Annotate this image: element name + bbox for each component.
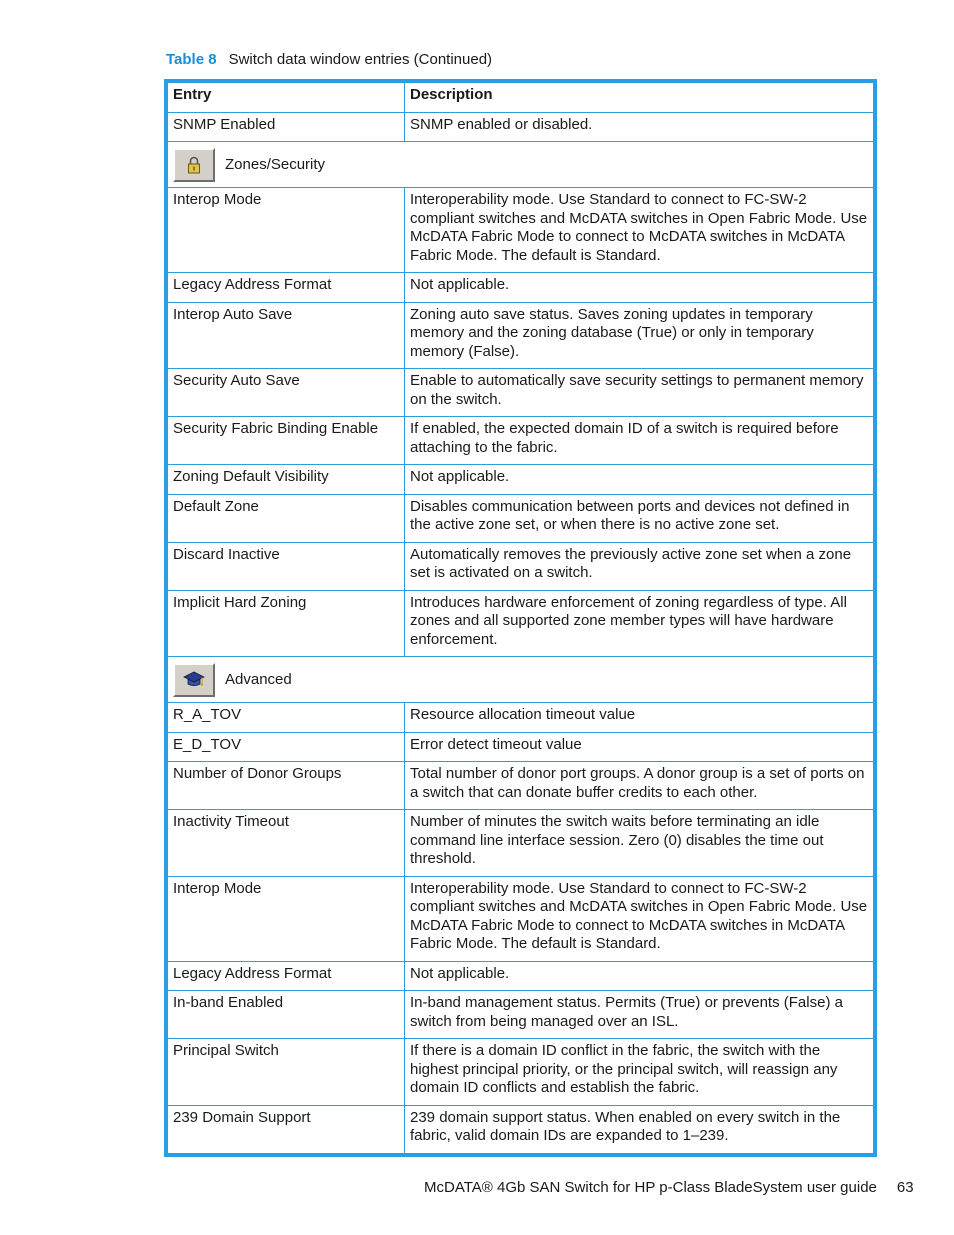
section-label: Advanced bbox=[225, 670, 292, 688]
entry-cell: Legacy Address Format bbox=[168, 961, 405, 991]
description-cell: Not applicable. bbox=[405, 465, 874, 495]
footer-title: McDATA® 4Gb SAN Switch for HP p-Class BladeSystem user guide bbox=[424, 1179, 877, 1196]
description-cell: Interoperability mode. Use Standard to connect to FC-SW-2 compliant switches and McDATA switches in Open Fabric Mode. Use McDATA Fabric Mode to connect to McDATA switches in McDATA Fabric Mode. The default is Standard. bbox=[405, 188, 874, 273]
description-cell: Number of minutes the switch waits before terminating an idle command line interface session. Zero (0) disables the time out threshold. bbox=[405, 810, 874, 877]
lock-icon bbox=[173, 148, 215, 182]
table-row bbox=[168, 112, 874, 142]
table-row bbox=[168, 732, 874, 762]
page-footer bbox=[424, 1179, 914, 1196]
section-label: Zones/Security bbox=[225, 155, 326, 173]
description-cell: Not applicable. bbox=[405, 273, 874, 303]
table-row bbox=[168, 465, 874, 495]
description-cell: Interoperability mode. Use Standard to connect to FC-SW-2 compliant switches and McDATA switches in Open Fabric Mode. Use McDATA Fabric Mode to connect to McDATA switches in McDATA Fabric Mode. The default is Standard. bbox=[405, 876, 874, 961]
description-cell: Introduces hardware enforcement of zoning regardless of type. All zones and all supported zone member types will have hardware enforcement. bbox=[405, 590, 874, 657]
table-row bbox=[168, 417, 874, 465]
table-row bbox=[168, 810, 874, 877]
entry-cell: E_D_TOV bbox=[168, 732, 405, 762]
entry-cell: Security Fabric Binding Enable bbox=[168, 417, 405, 465]
description-cell: Not applicable. bbox=[405, 961, 874, 991]
description-cell: Enable to automatically save security settings to permanent memory on the switch. bbox=[405, 369, 874, 417]
table-row bbox=[168, 1105, 874, 1153]
entry-cell: Security Auto Save bbox=[168, 369, 405, 417]
description-cell: Disables communication between ports and devices not defined in the active zone set, or when there is no active zone set. bbox=[405, 494, 874, 542]
switch-data-table bbox=[164, 79, 877, 1157]
table-row bbox=[168, 494, 874, 542]
entry-cell: Implicit Hard Zoning bbox=[168, 590, 405, 657]
description-cell: Error detect timeout value bbox=[405, 732, 874, 762]
table-row bbox=[168, 369, 874, 417]
section-row bbox=[168, 142, 874, 188]
description-cell: Resource allocation timeout value bbox=[405, 703, 874, 733]
entry-cell: R_A_TOV bbox=[168, 703, 405, 733]
table-row bbox=[168, 273, 874, 303]
table-body bbox=[168, 112, 874, 1153]
entry-cell: Principal Switch bbox=[168, 1039, 405, 1106]
description-cell: Zoning auto save status. Saves zoning updates in temporary memory and the zoning database (True) or only in temporary memory (False). bbox=[405, 302, 874, 369]
table-header-row bbox=[168, 83, 874, 113]
entry-cell: Legacy Address Format bbox=[168, 273, 405, 303]
entry-cell: Discard Inactive bbox=[168, 542, 405, 590]
entry-cell: Interop Auto Save bbox=[168, 302, 405, 369]
table-row bbox=[168, 876, 874, 961]
entry-cell: Number of Donor Groups bbox=[168, 762, 405, 810]
table-caption bbox=[166, 50, 492, 70]
table-title: Switch data window entries (Continued) bbox=[228, 51, 493, 68]
entry-cell: Inactivity Timeout bbox=[168, 810, 405, 877]
table-row bbox=[168, 302, 874, 369]
table-row bbox=[168, 991, 874, 1039]
section-heading bbox=[173, 148, 868, 182]
entry-cell: Interop Mode bbox=[168, 188, 405, 273]
description-cell: If enabled, the expected domain ID of a switch is required before attaching to the fabric. bbox=[405, 417, 874, 465]
description-cell: Automatically removes the previously active zone set when a zone set is activated on a switch. bbox=[405, 542, 874, 590]
section-cell bbox=[168, 142, 874, 188]
section-heading bbox=[173, 663, 868, 697]
description-cell: If there is a domain ID conflict in the fabric, the switch with the highest principal priority, or the principal switch, will reassign any domain ID conflicts and establish the fabric. bbox=[405, 1039, 874, 1106]
table-row bbox=[168, 590, 874, 657]
table-row bbox=[168, 542, 874, 590]
entry-column-header: Entry bbox=[168, 83, 405, 113]
description-cell: 239 domain support status. When enabled on every switch in the fabric, valid domain IDs are expanded to 1–239. bbox=[405, 1105, 874, 1153]
table-row bbox=[168, 762, 874, 810]
table-number: Table 8 bbox=[166, 51, 217, 68]
entry-cell: In-band Enabled bbox=[168, 991, 405, 1039]
entry-cell: Zoning Default Visibility bbox=[168, 465, 405, 495]
table-row bbox=[168, 188, 874, 273]
description-cell: Total number of donor port groups. A donor group is a set of ports on a switch that can donate buffer credits to each other. bbox=[405, 762, 874, 810]
table-row bbox=[168, 1039, 874, 1106]
page-number: 63 bbox=[896, 1179, 914, 1196]
table-row bbox=[168, 961, 874, 991]
entry-cell: SNMP Enabled bbox=[168, 112, 405, 142]
entry-cell: Default Zone bbox=[168, 494, 405, 542]
entry-cell: 239 Domain Support bbox=[168, 1105, 405, 1153]
section-cell bbox=[168, 657, 874, 703]
description-column-header: Description bbox=[405, 83, 874, 113]
table-row bbox=[168, 703, 874, 733]
entry-cell: Interop Mode bbox=[168, 876, 405, 961]
graduation-cap-icon bbox=[173, 663, 215, 697]
section-row bbox=[168, 657, 874, 703]
description-cell: In-band management status. Permits (True) or prevents (False) a switch from being managed over an ISL. bbox=[405, 991, 874, 1039]
description-cell: SNMP enabled or disabled. bbox=[405, 112, 874, 142]
